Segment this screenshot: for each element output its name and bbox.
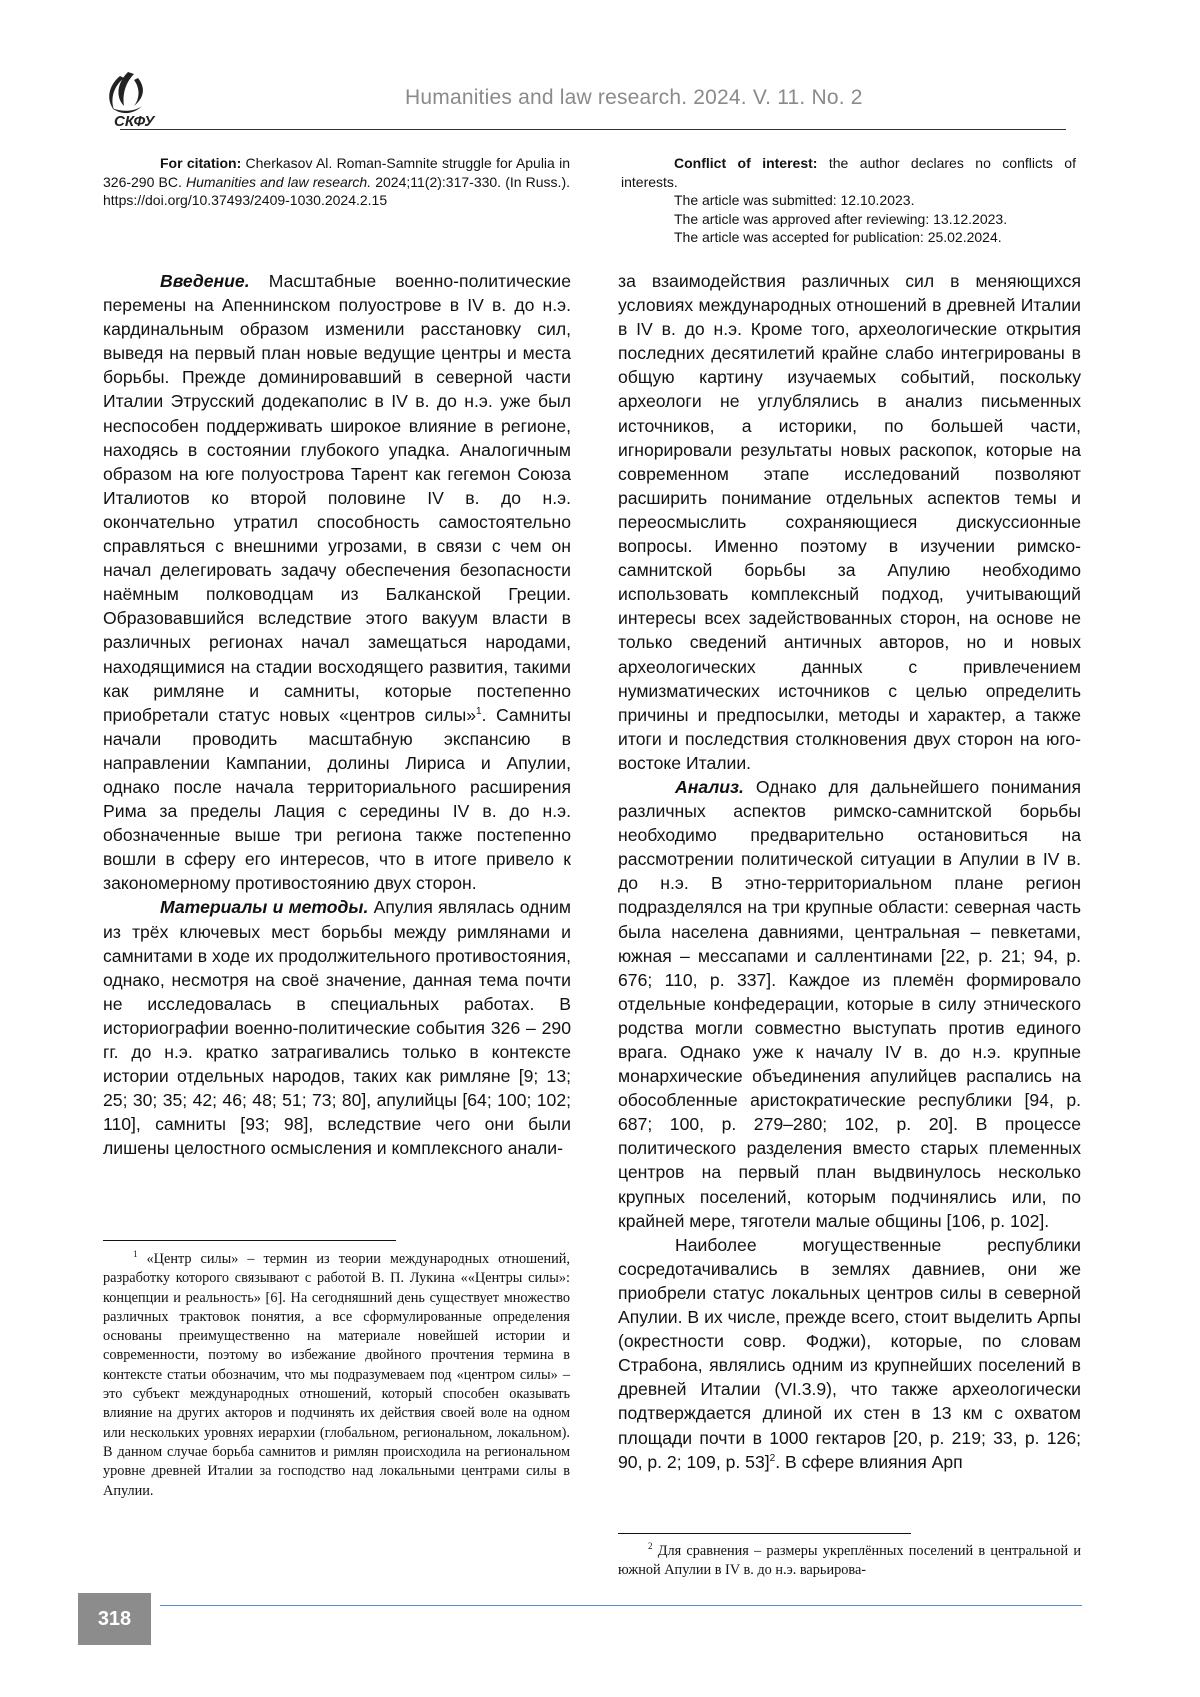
citation-text: Cherkasov Al. Roman-Samnite struggle for Apulia in 326-290 BC.: [103, 155, 570, 190]
footer-divider: [160, 1605, 1082, 1606]
article-status-block: [621, 154, 1076, 247]
logo-text: СКФУ: [114, 113, 156, 130]
analysis-heading: Анализ.: [675, 777, 744, 797]
submitted-date: The article was submitted: 12.10.2023.: [621, 191, 1076, 210]
citation-journal: Humanities and law research.: [186, 174, 371, 190]
footnote-divider-left: [103, 1240, 396, 1241]
conflict-text: the author declares no conflicts of interests.: [621, 155, 1076, 190]
republics-paragraph: Наиболее могущественные республики сосредотачивались в землях давниев, они же приобрели статус локальных центров силы в северной Апулии. В их числе, прежде всего, стоит выделить Арпы (окрестности совр. Фоджи), которые, по словам Страбона, являлись одним из крупнейших поселений в древней Италии (VI.3.9), что также археологически подтверждается длиной их стен в 13 км с охватом площади почти в 1000 гектаров [20, p. 219; 33, p. 126; 90, p. 2; 109, p. 53]2. В сфере влияния Арп: [618, 1233, 1081, 1474]
conflict-label: Conflict of interest:: [674, 155, 817, 171]
footnote-ref-1: 1: [476, 706, 482, 717]
accepted-date: The article was accepted for publication: 25.02.2024.: [621, 228, 1076, 247]
intro-paragraph: Введение. Масштабные военно-политические перемены на Апеннинском полуострове в IV в. до н.э. кардинальным образом изменили расстановку сил, выведя на первый план новые ведущие центры и места борьбы. Прежде доминировавший в северной части Италии Этрусский додекаполис в IV в. до н.э. уже был неспособен поддерживать широкое влияние в регионе, находясь в состоянии глубокого упадка. Аналогичным образом на юге полуострова Тарент как гегемон Союза Италиотов ко второй половине IV в. до н.э. окончательно утратил способность самостоятельно справляться с внешними угрозами, в связи с чем он начал делегировать задачу обеспечения безопасности наёмным полководцам из Балканской Греции. Образовавшийся вследствие этого вакуум власти в различных регионах начал замещаться народами, находящимися на стадии восходящего развития, такими как римляне и самниты, которые постепенно приобретали статус новых «центров силы»1. Самниты начали проводить масштабную экспансию в направлении Кампании, долины Лириса и Апулии, однако после начала территориального расширения Рима за пределы Лация с середины IV в. до н.э. обозначенные выше три региона также постепенно вошли в сферу его интересов, что в итоге привело к закономерному противостоянию двух сторон.: [103, 269, 571, 895]
approved-date: The article was approved after reviewing: 13.12.2023.: [621, 210, 1076, 229]
footnote-2: 2 Для сравнения – размеры укреплённых поселений в центральной и южной Апулии в IV в. до н.э. варьирова-: [618, 1542, 1081, 1581]
right-column: [618, 269, 1081, 1474]
header-divider: [120, 129, 1066, 130]
page-number: 318: [78, 1593, 151, 1645]
methods-heading: Материалы и методы.: [160, 897, 368, 917]
footnote-1: 1 «Центр силы» – термин из теории международных отношений, разработку которого связывают с работой В. П. Лукина ««Центры силы»: концепции и реальность» [6]. На сегодняшний день существует множество различных трактовок понятия, а все сформулированные определения основаны преимущественно на материале новейшей истории и современности, поэтому во избежание двойного прочтения термина в контексте статьи обозначим, что мы подразумеваем под «центром силы» – это субъект международных отношений, который способен оказывать влияние на других акторов и подчинять их действия своей воле на одном или нескольких уровнях иерархии (глобальном, региональном, локальном). В данном случае борьба самнитов и римлян происходила на региональном уровне древней Италии за господство над локальными центрами силы в Апулии.: [103, 1250, 570, 1501]
left-column: [103, 269, 571, 1160]
journal-title: Humanities and law research. 2024. V. 11. No. 2: [405, 86, 863, 110]
intro-heading: Введение.: [160, 271, 250, 291]
footnote-ref-2: 2: [770, 1453, 776, 1464]
logo-emblem-icon: [100, 68, 180, 130]
citation-block: [103, 154, 570, 210]
university-logo: [100, 68, 180, 130]
citation-label: For citation:: [160, 155, 241, 171]
analysis-paragraph: Анализ. Однако для дальнейшего понимания различных аспектов римско-самнитской борьбы необходимо предварительно остановиться на рассмотрении политической ситуации в Апулии в IV в. до н.э. В этно-территориальном плане регион подразделялся на три крупные области: северная часть была населена давниями, центральная – певкетами, южная – мессапами и саллентинами [22, p. 21; 94, p. 676; 110, p. 337]. Каждое из племён формировало отдельные конфедерации, которые в силу этнического родства могли совместно выступать против единого врага. Однако уже к началу IV в. до н.э. крупные монархические объединения апулийцев распались на обособленные аристократические республики [94, p. 687; 100, p. 279–280; 102, p. 20]. В процессе политического разделения вместо старых племенных центров на первый план выдвинулось несколько крупных поселений, которым подчинялись или, по крайней мере, тяготели малые общины [106, p. 102].: [618, 775, 1081, 1233]
citation-tail: 2024;11(2):317-330. (In Russ.). https://doi.org/10.37493/2409-1030.2024.2.15: [103, 174, 570, 209]
continued-paragraph: за взаимодействия различных сил в меняющихся условиях международных отношений в древней Италии в IV в. до н.э. Кроме того, археологические открытия последних десятилетий крайне слабо интегрированы в общую картину изучаемых событий, поскольку археологи не углублялись в анализ письменных источников, а историки, по большей части, игнорировали результаты новых раскопок, которые на современном этапе исследований позволяют расширить понимание отдельных аспектов темы и переосмыслить сохраняющиеся дискуссионные вопросы. Именно поэтому в изучении римско-самнитской борьбы за Апулию необходимо использовать комплексный подход, учитывающий интересы всех задействованных сторон, на основе не только сведений античных авторов, но и новых археологических данных с привлечением нумизматических источников с целью определить причины и предпосылки, методы и характер, а также итоги и последствия столкновения двух сторон на юго-востоке Италии.: [618, 269, 1081, 775]
footnote-divider-right: [618, 1533, 911, 1534]
methods-paragraph: Материалы и методы. Апулия являлась одним из трёх ключевых мест борьбы между римлянами и самнитами в ходе их продолжительного противостояния, однако, несмотря на своё значение, данная тема почти не исследовалась в специальных работах. В историографии военно-политические события 326 – 290 гг. до н.э. кратко затрагивались только в контексте истории отдельных народов, таких как римляне [9; 13; 25; 30; 35; 42; 46; 48; 51; 73; 80], апулийцы [64; 100; 102; 110], самниты [93; 98], вследствие чего они были лишены целостного осмысления и комплексного анали-: [103, 895, 571, 1160]
